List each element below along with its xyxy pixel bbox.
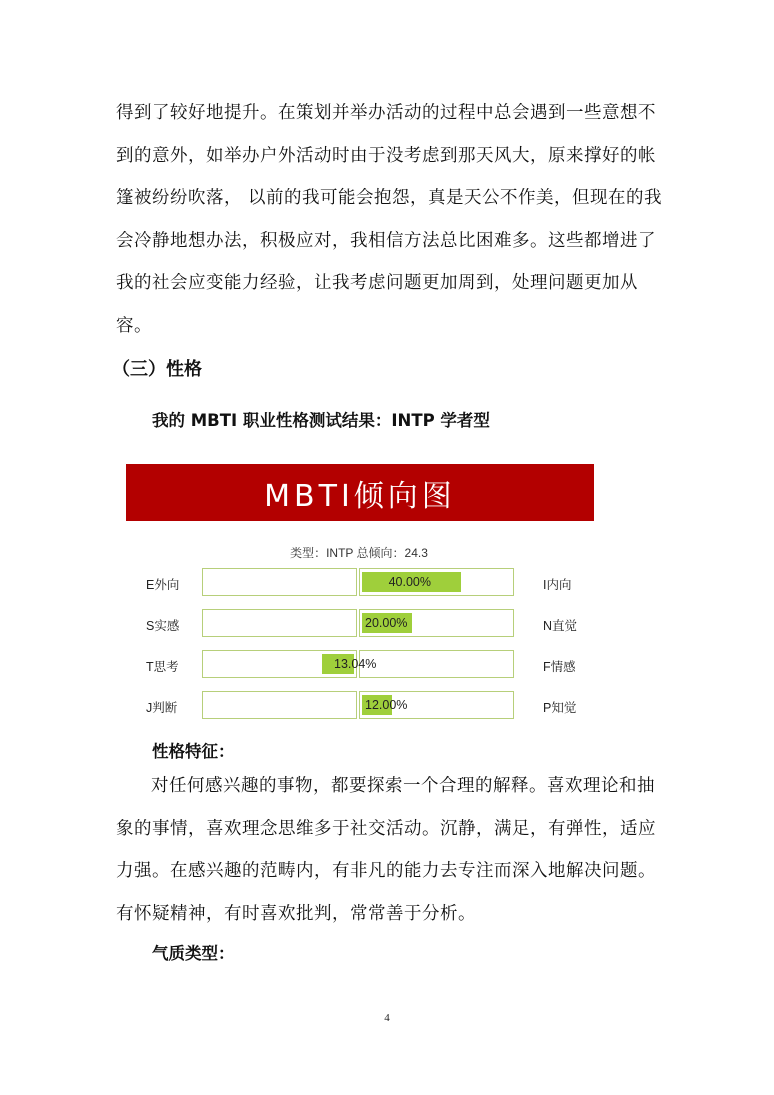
traits-paragraph: 对任何感兴趣的事物，都要探索一个合理的解释。喜欢理论和抽象的事情，喜欢理念思维多于社交活动。沉静，满足，有弹性，适应力强。在感兴趣的范畴内，有非凡的能力去专注而深入地解决问题。有怀疑精神，有时喜欢批判，常常善于分析。 xyxy=(116,776,656,924)
dimension-left-label: S实感 xyxy=(146,619,180,633)
percentage-label: 13.04% xyxy=(334,657,377,671)
page-number: 4 xyxy=(384,1012,390,1024)
dimension-left-label: J判断 xyxy=(146,701,178,715)
bar-track-left xyxy=(202,691,357,719)
bar-track-left xyxy=(202,609,357,637)
temperament-heading: 气质类型： xyxy=(152,944,235,963)
dimension-right-label: P知觉 xyxy=(543,701,577,715)
traits-heading: 性格特征： xyxy=(152,742,235,761)
chart-title-banner: MBTI倾向图 xyxy=(126,464,594,521)
bar-track-right xyxy=(359,650,514,678)
chart-subtitle: 类型：INTP 总倾向：24.3 xyxy=(290,546,428,560)
dimension-right-label: I内向 xyxy=(543,578,572,592)
dimension-right-label: N直觉 xyxy=(543,619,578,633)
bar-track-left xyxy=(202,568,357,596)
percentage-label: 12.00% xyxy=(365,698,408,712)
section-heading: （三）性格 xyxy=(112,359,202,380)
intro-paragraph: 得到了较好地提升。在策划并举办活动的过程中总会遇到一些意想不到的意外，如举办户外活动时由于没考虑到那天风大，原来撑好的帐篷被纷纷吹落， 以前的我可能会抱怨，真是天公不作美，但现在的我会冷静地想办法，积极应对，我相信方法总比困难多。这些都增进了我的社会应变能力经验，让我考虑问题更加周到，处理问题更加从容。 xyxy=(116,103,663,336)
mbti-result-line: 我的 MBTI 职业性格测试结果：INTP 学者型 xyxy=(152,411,490,430)
dimension-left-label: E外向 xyxy=(146,578,180,592)
percentage-label: 40.00% xyxy=(388,575,431,589)
dimension-right-label: F情感 xyxy=(543,660,576,674)
percentage-label: 20.00% xyxy=(365,616,408,630)
bar-track-right xyxy=(359,568,514,596)
dimension-left-label: T思考 xyxy=(146,660,179,674)
